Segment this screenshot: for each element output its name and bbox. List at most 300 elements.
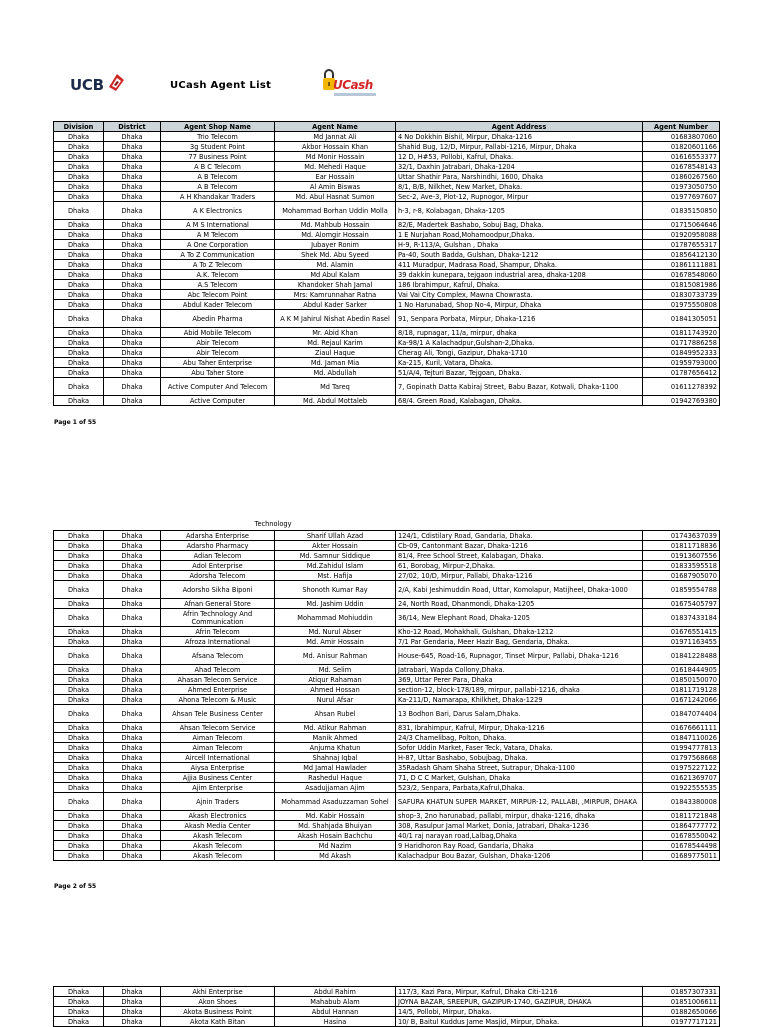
table-row <box>54 665 720 675</box>
agent-table-page-2 <box>53 530 720 861</box>
cell-agent-number: 01975227122 <box>643 763 720 773</box>
table-row <box>54 300 720 310</box>
cell-agent-address: 2/A, Kabi Jeshimuddin Road, Uttar, Komolapur, Matijheel, Dhaka-1000 <box>396 581 643 599</box>
cell-agent-address: H-87, Uttar Bashabo, Sobujbag, Dhaka. <box>396 753 643 763</box>
cell-district: Dhaka <box>104 396 161 406</box>
table-row <box>54 280 720 290</box>
cell-agent-name: Shek Md. Abu Syeed <box>275 250 396 260</box>
cell-agent-address: 24, North Road, Dhanmondi, Dhaka-1205 <box>396 599 643 609</box>
cell-shop-name: Ahad Telecom <box>161 665 275 675</box>
cell-agent-name: Rashedul Haque <box>275 773 396 783</box>
cell-agent-address: 4 No Dokkhin Bishil, Mirpur, Dhaka-1216 <box>396 132 643 142</box>
cell-division: Dhaka <box>54 182 104 192</box>
table-row <box>54 599 720 609</box>
cell-district: Dhaka <box>104 763 161 773</box>
column-header-shop-name: Agent Shop Name <box>161 122 275 132</box>
cell-district: Dhaka <box>104 1017 161 1027</box>
cell-agent-name: Md. Samnur Siddique <box>275 551 396 561</box>
cell-district: Dhaka <box>104 753 161 763</box>
cell-agent-name: Md Tareq <box>275 378 396 396</box>
cell-agent-number: 01678548143 <box>643 162 720 172</box>
cell-agent-number: 01830733739 <box>643 290 720 300</box>
cell-division: Dhaka <box>54 348 104 358</box>
cell-agent-address: 1 No Harunabad, Shop No-4, Mirpur, Dhaka <box>396 300 643 310</box>
cell-agent-number: 01860267560 <box>643 172 720 182</box>
cell-agent-name: Abdul Rahim <box>275 987 396 997</box>
cell-shop-name: Adian Telecom <box>161 551 275 561</box>
cell-division: Dhaka <box>54 743 104 753</box>
cell-shop-name: A B Telecom <box>161 182 275 192</box>
cell-agent-address: 81/4, Free School Street, Kalabagan, Dhaka. <box>396 551 643 561</box>
table-row <box>54 753 720 763</box>
column-header-agent-name: Agent Name <box>275 122 396 132</box>
cell-division: Dhaka <box>54 1017 104 1027</box>
cell-agent-name: Ahmed Hossan <box>275 685 396 695</box>
cell-district: Dhaka <box>104 581 161 599</box>
cell-agent-name: Sharif Ullah Azad <box>275 531 396 541</box>
cell-division: Dhaka <box>54 172 104 182</box>
cell-agent-address: Ka-211/D, Namarapa, Khilkhet, Dhaka-1229 <box>396 695 643 705</box>
cell-district: Dhaka <box>104 675 161 685</box>
table-row <box>54 571 720 581</box>
table-row <box>54 551 720 561</box>
cell-shop-name: Abu Taher Store <box>161 368 275 378</box>
cell-agent-address: h-3, r-8, Kolabagan, Dhaka-1205 <box>396 202 643 220</box>
cell-agent-address: 91, Senpara Porbata, Mirpur, Dhaka-1216 <box>396 310 643 328</box>
cell-division: Dhaka <box>54 783 104 793</box>
cell-agent-name: Md. Rejaul Karim <box>275 338 396 348</box>
cell-agent-number: 01850150070 <box>643 675 720 685</box>
ucash-logo <box>318 68 378 102</box>
cell-shop-name: Ahsan Tele Business Center <box>161 705 275 723</box>
cell-agent-address: SAFURA KHATUN SUPER MARKET, MIRPUR-12, PALLABI, ,MIRPUR, DHAKA <box>396 793 643 811</box>
cell-agent-name: Md Abul Kalam <box>275 270 396 280</box>
cell-agent-name: Atiqur Rahaman <box>275 675 396 685</box>
cell-agent-number: 01811718836 <box>643 541 720 551</box>
cell-division: Dhaka <box>54 152 104 162</box>
cell-agent-address: 13 Bodhon Bari, Darus Salam,Dhaka. <box>396 705 643 723</box>
cell-division: Dhaka <box>54 142 104 152</box>
cell-shop-name: Ajnin Traders <box>161 793 275 811</box>
cell-shop-name: Ajim Enterprise <box>161 783 275 793</box>
cell-shop-name: Adorsho Sikha Biponi <box>161 581 275 599</box>
cell-agent-name: Md. Alamin <box>275 260 396 270</box>
cell-district: Dhaka <box>104 531 161 541</box>
cell-agent-address: section-12, block-178/189, mirpur, pallabi-1216, dhaka <box>396 685 643 695</box>
cell-agent-address: House-645, Road-16, Rupnagor, Tinset Mirpur, Pallabi, Dhaka-1216 <box>396 647 643 665</box>
table-row <box>54 396 720 406</box>
cell-district: Dhaka <box>104 665 161 675</box>
cell-agent-number: 01913607556 <box>643 551 720 561</box>
cell-agent-name: Hasina <box>275 1017 396 1027</box>
cell-agent-number: 01678550042 <box>643 831 720 841</box>
column-header-division: Division <box>54 122 104 132</box>
table-row <box>54 763 720 773</box>
cell-shop-name: Adarsho Pharmacy <box>161 541 275 551</box>
table-row <box>54 609 720 627</box>
table-row <box>54 1017 720 1027</box>
cell-agent-number: 01787655317 <box>643 240 720 250</box>
cell-shop-name: Afsana Telecom <box>161 647 275 665</box>
cell-district: Dhaka <box>104 647 161 665</box>
cell-agent-number: 01977697607 <box>643 192 720 202</box>
cell-division: Dhaka <box>54 705 104 723</box>
cell-agent-name: Mrs: Kamrunnahar Ratna <box>275 290 396 300</box>
cell-agent-number: 01882650066 <box>643 1007 720 1017</box>
table-row <box>54 162 720 172</box>
cell-division: Dhaka <box>54 541 104 551</box>
cell-agent-address: 308, Rasulpur Jamal Market, Donia, Jatrabari, Dhaka-1236 <box>396 821 643 831</box>
cell-division: Dhaka <box>54 300 104 310</box>
cell-shop-name: A.K. Telecom <box>161 270 275 280</box>
continued-shop-name: Technology <box>254 520 292 528</box>
cell-agent-address: 831, Ibrahimpur, Kafrul, Mirpur, Dhaka-1216 <box>396 723 643 733</box>
cell-agent-address: Kalachadpur Bou Bazar, Gulshan, Dhaka-1206 <box>396 851 643 861</box>
cell-agent-number: 01922555535 <box>643 783 720 793</box>
cell-shop-name: Ajjia Business Center <box>161 773 275 783</box>
cell-agent-name: Shonoth Kumar Ray <box>275 581 396 599</box>
cell-division: Dhaka <box>54 581 104 599</box>
cell-agent-name: Md. Mahbub Hossain <box>275 220 396 230</box>
table-row <box>54 531 720 541</box>
document-title: UCash Agent List <box>170 80 272 91</box>
cell-agent-number: 01942769380 <box>643 396 720 406</box>
cell-division: Dhaka <box>54 240 104 250</box>
cell-district: Dhaka <box>104 270 161 280</box>
cell-agent-number: 01811719128 <box>643 685 720 695</box>
cell-district: Dhaka <box>104 609 161 627</box>
table-row <box>54 541 720 551</box>
cell-agent-address: 40/1 raj narayan road,Lalbag,Dhaka <box>396 831 643 841</box>
cell-division: Dhaka <box>54 773 104 783</box>
cell-district: Dhaka <box>104 831 161 841</box>
cell-division: Dhaka <box>54 647 104 665</box>
cell-agent-name: Mohammad Borhan Uddin Molla <box>275 202 396 220</box>
cell-agent-number: 01847110026 <box>643 733 720 743</box>
cell-district: Dhaka <box>104 220 161 230</box>
cell-division: Dhaka <box>54 997 104 1007</box>
cell-agent-address: 117/3, Kazi Para, Mirpur, Kafrul, Dhaka Citi-1216 <box>396 987 643 997</box>
cell-district: Dhaka <box>104 250 161 260</box>
cell-agent-address: 61, Borobag, Mirpur-2,Dhaka. <box>396 561 643 571</box>
cell-division: Dhaka <box>54 733 104 743</box>
cell-agent-address: 411 Muradpur, Madrasa Road, Shampur, Dhaka. <box>396 260 643 270</box>
cell-agent-address: 27/02, 10/D, Mirpur, Pallabi, Dhaka-1216 <box>396 571 643 581</box>
cell-agent-address: 10/ B, Baitul Kuddus Jame Masjid, Mirpur, Dhaka. <box>396 1017 643 1027</box>
cell-agent-number: 01835150850 <box>643 202 720 220</box>
cell-district: Dhaka <box>104 637 161 647</box>
cell-agent-number: 01856412130 <box>643 250 720 260</box>
cell-agent-name: Md. Selim <box>275 665 396 675</box>
cell-district: Dhaka <box>104 561 161 571</box>
cell-division: Dhaka <box>54 851 104 861</box>
cell-district: Dhaka <box>104 793 161 811</box>
cell-agent-address: Cherag Ali, Tongi, Gazipur, Dhaka-1710 <box>396 348 643 358</box>
cell-shop-name: A To Z Telecom <box>161 260 275 270</box>
cell-agent-name: Md. Jashim Uddin <box>275 599 396 609</box>
cell-district: Dhaka <box>104 280 161 290</box>
table-row <box>54 240 720 250</box>
cell-division: Dhaka <box>54 627 104 637</box>
cell-agent-address: 523/2, Senpara, Parbata,Kafrul,Dhaka. <box>396 783 643 793</box>
cell-agent-address: 71, D C C Market, Gulshan, Dhaka <box>396 773 643 783</box>
cell-district: Dhaka <box>104 328 161 338</box>
table-row <box>54 142 720 152</box>
cell-division: Dhaka <box>54 220 104 230</box>
cell-agent-name: Ziaul Haque <box>275 348 396 358</box>
cell-agent-address: 7, Gopinath Datta Kabiraj Street, Babu Bazar, Kotwali, Dhaka-1100 <box>396 378 643 396</box>
table-row <box>54 358 720 368</box>
cell-agent-number: 01678548060 <box>643 270 720 280</box>
table-row <box>54 250 720 260</box>
agent-table-page-3 <box>53 986 720 1027</box>
cell-division: Dhaka <box>54 551 104 561</box>
cell-district: Dhaka <box>104 783 161 793</box>
cell-district: Dhaka <box>104 132 161 142</box>
cell-agent-name: Manik Ahmed <box>275 733 396 743</box>
table-row <box>54 793 720 811</box>
table-row <box>54 811 720 821</box>
cell-agent-name: Md. Shahjada Bhuiyan <box>275 821 396 831</box>
cell-agent-number: 01861111881 <box>643 260 720 270</box>
cell-shop-name: Akota Kath Bitan <box>161 1017 275 1027</box>
cell-shop-name: A K Electronics <box>161 202 275 220</box>
cell-district: Dhaka <box>104 310 161 328</box>
cell-agent-number: 01675405797 <box>643 599 720 609</box>
table-row <box>54 172 720 182</box>
cell-shop-name: Adol Enterprise <box>161 561 275 571</box>
table-row <box>54 637 720 647</box>
cell-agent-name: Mohammad Mohiuddin <box>275 609 396 627</box>
cell-shop-name: Aiman Telecom <box>161 733 275 743</box>
cell-division: Dhaka <box>54 358 104 368</box>
cell-agent-number: 01843380008 <box>643 793 720 811</box>
cell-agent-name: Md. Atikur Rahman <box>275 723 396 733</box>
agent-rows-page-2 <box>54 531 720 861</box>
cell-district: Dhaka <box>104 142 161 152</box>
cell-agent-name: Abdul Hannan <box>275 1007 396 1017</box>
cell-division: Dhaka <box>54 793 104 811</box>
cell-division: Dhaka <box>54 665 104 675</box>
cell-agent-address: 39 dakkin kunepara, tejgaon industrial area, dhaka-1208 <box>396 270 643 280</box>
cell-shop-name: Active Computer <box>161 396 275 406</box>
cell-district: Dhaka <box>104 841 161 851</box>
cell-agent-number: 01616553377 <box>643 152 720 162</box>
cell-agent-address: Cb-09, Cantonmant Bazar, Dhaka-1216 <box>396 541 643 551</box>
cell-district: Dhaka <box>104 551 161 561</box>
cell-district: Dhaka <box>104 773 161 783</box>
cell-district: Dhaka <box>104 743 161 753</box>
table-row <box>54 821 720 831</box>
cell-agent-address: 8/1, B/B, Nilkhet, New Market, Dhaka. <box>396 182 643 192</box>
table-row <box>54 1007 720 1017</box>
table-row <box>54 152 720 162</box>
cell-division: Dhaka <box>54 328 104 338</box>
cell-agent-address: JOYNA BAZAR, SREEPUR, GAZIPUR-1740, GAZIPUR, DHAKA <box>396 997 643 1007</box>
cell-agent-number: 01678544498 <box>643 841 720 851</box>
cell-agent-address: Vai Vai City Complex, Mawna Chowrasta. <box>396 290 643 300</box>
cell-district: Dhaka <box>104 821 161 831</box>
table-row <box>54 723 720 733</box>
cell-division: Dhaka <box>54 378 104 396</box>
cell-division: Dhaka <box>54 723 104 733</box>
table-row <box>54 348 720 358</box>
cell-district: Dhaka <box>104 997 161 1007</box>
cell-agent-name: Md. Kabir Hossain <box>275 811 396 821</box>
cell-agent-number: 01841305051 <box>643 310 720 328</box>
cell-agent-number: 01618444905 <box>643 665 720 675</box>
cell-agent-address: 1 E Nurjahan Road,Mohamoodpur,Dhaka. <box>396 230 643 240</box>
cell-shop-name: Abdul Kader Telecom <box>161 300 275 310</box>
table-row <box>54 987 720 997</box>
cell-agent-address: Ka-215, Kuril, Vatara, Dhaka. <box>396 358 643 368</box>
cell-agent-number: 01811743920 <box>643 328 720 338</box>
cell-agent-number: 01671242066 <box>643 695 720 705</box>
cell-division: Dhaka <box>54 987 104 997</box>
cell-agent-address: 51/A/4, Tejturi Bazar, Tejgoan, Dhaka. <box>396 368 643 378</box>
cell-agent-address: Jatrabari, Wapda Collony,Dhaka. <box>396 665 643 675</box>
cell-agent-address: Sofor Uddin Market, Faser Teck, Vatara, Dhaka. <box>396 743 643 753</box>
cell-agent-number: 01676661111 <box>643 723 720 733</box>
cell-agent-name: Al Amin Biswas <box>275 182 396 192</box>
cell-district: Dhaka <box>104 152 161 162</box>
cell-shop-name: Adorsha Telecom <box>161 571 275 581</box>
cell-agent-name: Md. Abdullah <box>275 368 396 378</box>
cell-agent-number: 01977717121 <box>643 1017 720 1027</box>
cell-agent-name: Md Monir Hossain <box>275 152 396 162</box>
table-row <box>54 685 720 695</box>
cell-district: Dhaka <box>104 172 161 182</box>
agent-rows-page-1 <box>54 132 720 406</box>
cell-agent-number: 01689775011 <box>643 851 720 861</box>
cell-district: Dhaka <box>104 240 161 250</box>
cell-shop-name: Aircell International <box>161 753 275 763</box>
cell-division: Dhaka <box>54 811 104 821</box>
ucb-emblem-icon <box>105 71 127 93</box>
cell-agent-number: 01797568668 <box>643 753 720 763</box>
cell-agent-number: 01975550808 <box>643 300 720 310</box>
cell-division: Dhaka <box>54 290 104 300</box>
cell-agent-address: Uttar Shathir Para, Narshindhi, 1600, Dhaka <box>396 172 643 182</box>
column-header-agent-address: Agent Address <box>396 122 643 132</box>
cell-district: Dhaka <box>104 162 161 172</box>
ucash-tagline-bar <box>334 93 376 96</box>
cell-agent-number: 01849952333 <box>643 348 720 358</box>
table-row <box>54 647 720 665</box>
cell-agent-name: Md. Alomgir Hossain <box>275 230 396 240</box>
column-header-district: District <box>104 122 161 132</box>
cell-district: Dhaka <box>104 811 161 821</box>
cell-agent-address: Kho-12 Road, Mohakhali, Gulshan, Dhaka-1212 <box>396 627 643 637</box>
table-row <box>54 841 720 851</box>
table-row <box>54 997 720 1007</box>
cell-shop-name: Aiman Telecom <box>161 743 275 753</box>
table-row <box>54 773 720 783</box>
cell-district: Dhaka <box>104 541 161 551</box>
cell-district: Dhaka <box>104 368 161 378</box>
cell-agent-address: 35Radash Gham Shaha Street, Sutrapur, Dhaka-1100 <box>396 763 643 773</box>
table-row <box>54 705 720 723</box>
cell-district: Dhaka <box>104 182 161 192</box>
cell-agent-address: 9 Haridhoron Ray Road, Gandaria, Dhaka <box>396 841 643 851</box>
cell-division: Dhaka <box>54 685 104 695</box>
cell-agent-address: 7/1 Par Gendaria, Meer Hazir Bag, Gendaria, Dhaka. <box>396 637 643 647</box>
cell-agent-address: H-9, R-113/A, Gulshan , Dhaka <box>396 240 643 250</box>
cell-shop-name: A B C Telecom <box>161 162 275 172</box>
cell-shop-name: Afrin Telecom <box>161 627 275 637</box>
cell-agent-name: Mohammad Asaduzzaman Sohel <box>275 793 396 811</box>
cell-agent-name: Md. Jaman Mia <box>275 358 396 368</box>
cell-district: Dhaka <box>104 851 161 861</box>
cell-shop-name: Trio Telecom <box>161 132 275 142</box>
cell-agent-name: Mst. Hafija <box>275 571 396 581</box>
cell-agent-name: A K M Jahirul Nishat Abedin Rasel <box>275 310 396 328</box>
table-header-row <box>54 122 720 132</box>
cell-shop-name: A.S Telecom <box>161 280 275 290</box>
cell-district: Dhaka <box>104 733 161 743</box>
cell-shop-name: A M S International <box>161 220 275 230</box>
cell-division: Dhaka <box>54 192 104 202</box>
cell-agent-name: Md Jamal Hawlader <box>275 763 396 773</box>
ucash-logo-text: UCash <box>333 78 373 92</box>
table-row <box>54 202 720 220</box>
cell-agent-number: 01687905070 <box>643 571 720 581</box>
cell-shop-name: Afnan General Store <box>161 599 275 609</box>
cell-agent-name: Md Akash <box>275 851 396 861</box>
cell-agent-address: shop-3, 2no harunabad, pallabi, mirpur, dhaka-1216, dhaka <box>396 811 643 821</box>
cell-shop-name: Afrin Technology And Communication <box>161 609 275 627</box>
table-row <box>54 695 720 705</box>
cell-shop-name: A One Corporation <box>161 240 275 250</box>
cell-shop-name: Abir Telecom <box>161 348 275 358</box>
cell-division: Dhaka <box>54 675 104 685</box>
continued-cell <box>53 519 719 529</box>
table-row <box>54 378 720 396</box>
cell-agent-name: Md. Abdul Mottaleb <box>275 396 396 406</box>
cell-division: Dhaka <box>54 396 104 406</box>
cell-agent-name: Md.Zahidul Islam <box>275 561 396 571</box>
cell-shop-name: A H Khandakar Traders <box>161 192 275 202</box>
cell-division: Dhaka <box>54 695 104 705</box>
cell-district: Dhaka <box>104 378 161 396</box>
cell-shop-name: Akash Media Center <box>161 821 275 831</box>
cell-agent-number: 01811721848 <box>643 811 720 821</box>
cell-agent-number: 01959793000 <box>643 358 720 368</box>
cell-agent-name: Md. Amir Hossain <box>275 637 396 647</box>
cell-agent-address: 8/18, rupnagar, 11/a, mirpur, dhaka <box>396 328 643 338</box>
cell-district: Dhaka <box>104 338 161 348</box>
cell-district: Dhaka <box>104 723 161 733</box>
cell-agent-address: 14/5, Pollobi, Mirpur, Dhaka. <box>396 1007 643 1017</box>
cell-agent-address: 82/E, Madertek Bashabo, Sobuj Bag, Dhaka. <box>396 220 643 230</box>
cell-shop-name: Afroza International <box>161 637 275 647</box>
cell-division: Dhaka <box>54 821 104 831</box>
cell-agent-name: Abdul Kader Sarker <box>275 300 396 310</box>
cell-agent-address: Ka-98/1 A Kalachadpur,Gulshan-2,Dhaka. <box>396 338 643 348</box>
table-row <box>54 627 720 637</box>
table-row <box>54 831 720 841</box>
cell-agent-name: Akash Hosain Bachchu <box>275 831 396 841</box>
cell-agent-number: 01973050750 <box>643 182 720 192</box>
table-row <box>54 328 720 338</box>
cell-agent-number: 01820601166 <box>643 142 720 152</box>
cell-shop-name: Aiysa Enterprise <box>161 763 275 773</box>
table-row <box>54 220 720 230</box>
cell-division: Dhaka <box>54 571 104 581</box>
cell-agent-name: Ear Hossain <box>275 172 396 182</box>
cell-agent-name: Md. Nurul Abser <box>275 627 396 637</box>
cell-agent-address: 369, Uttar Perer Para, Dhaka <box>396 675 643 685</box>
